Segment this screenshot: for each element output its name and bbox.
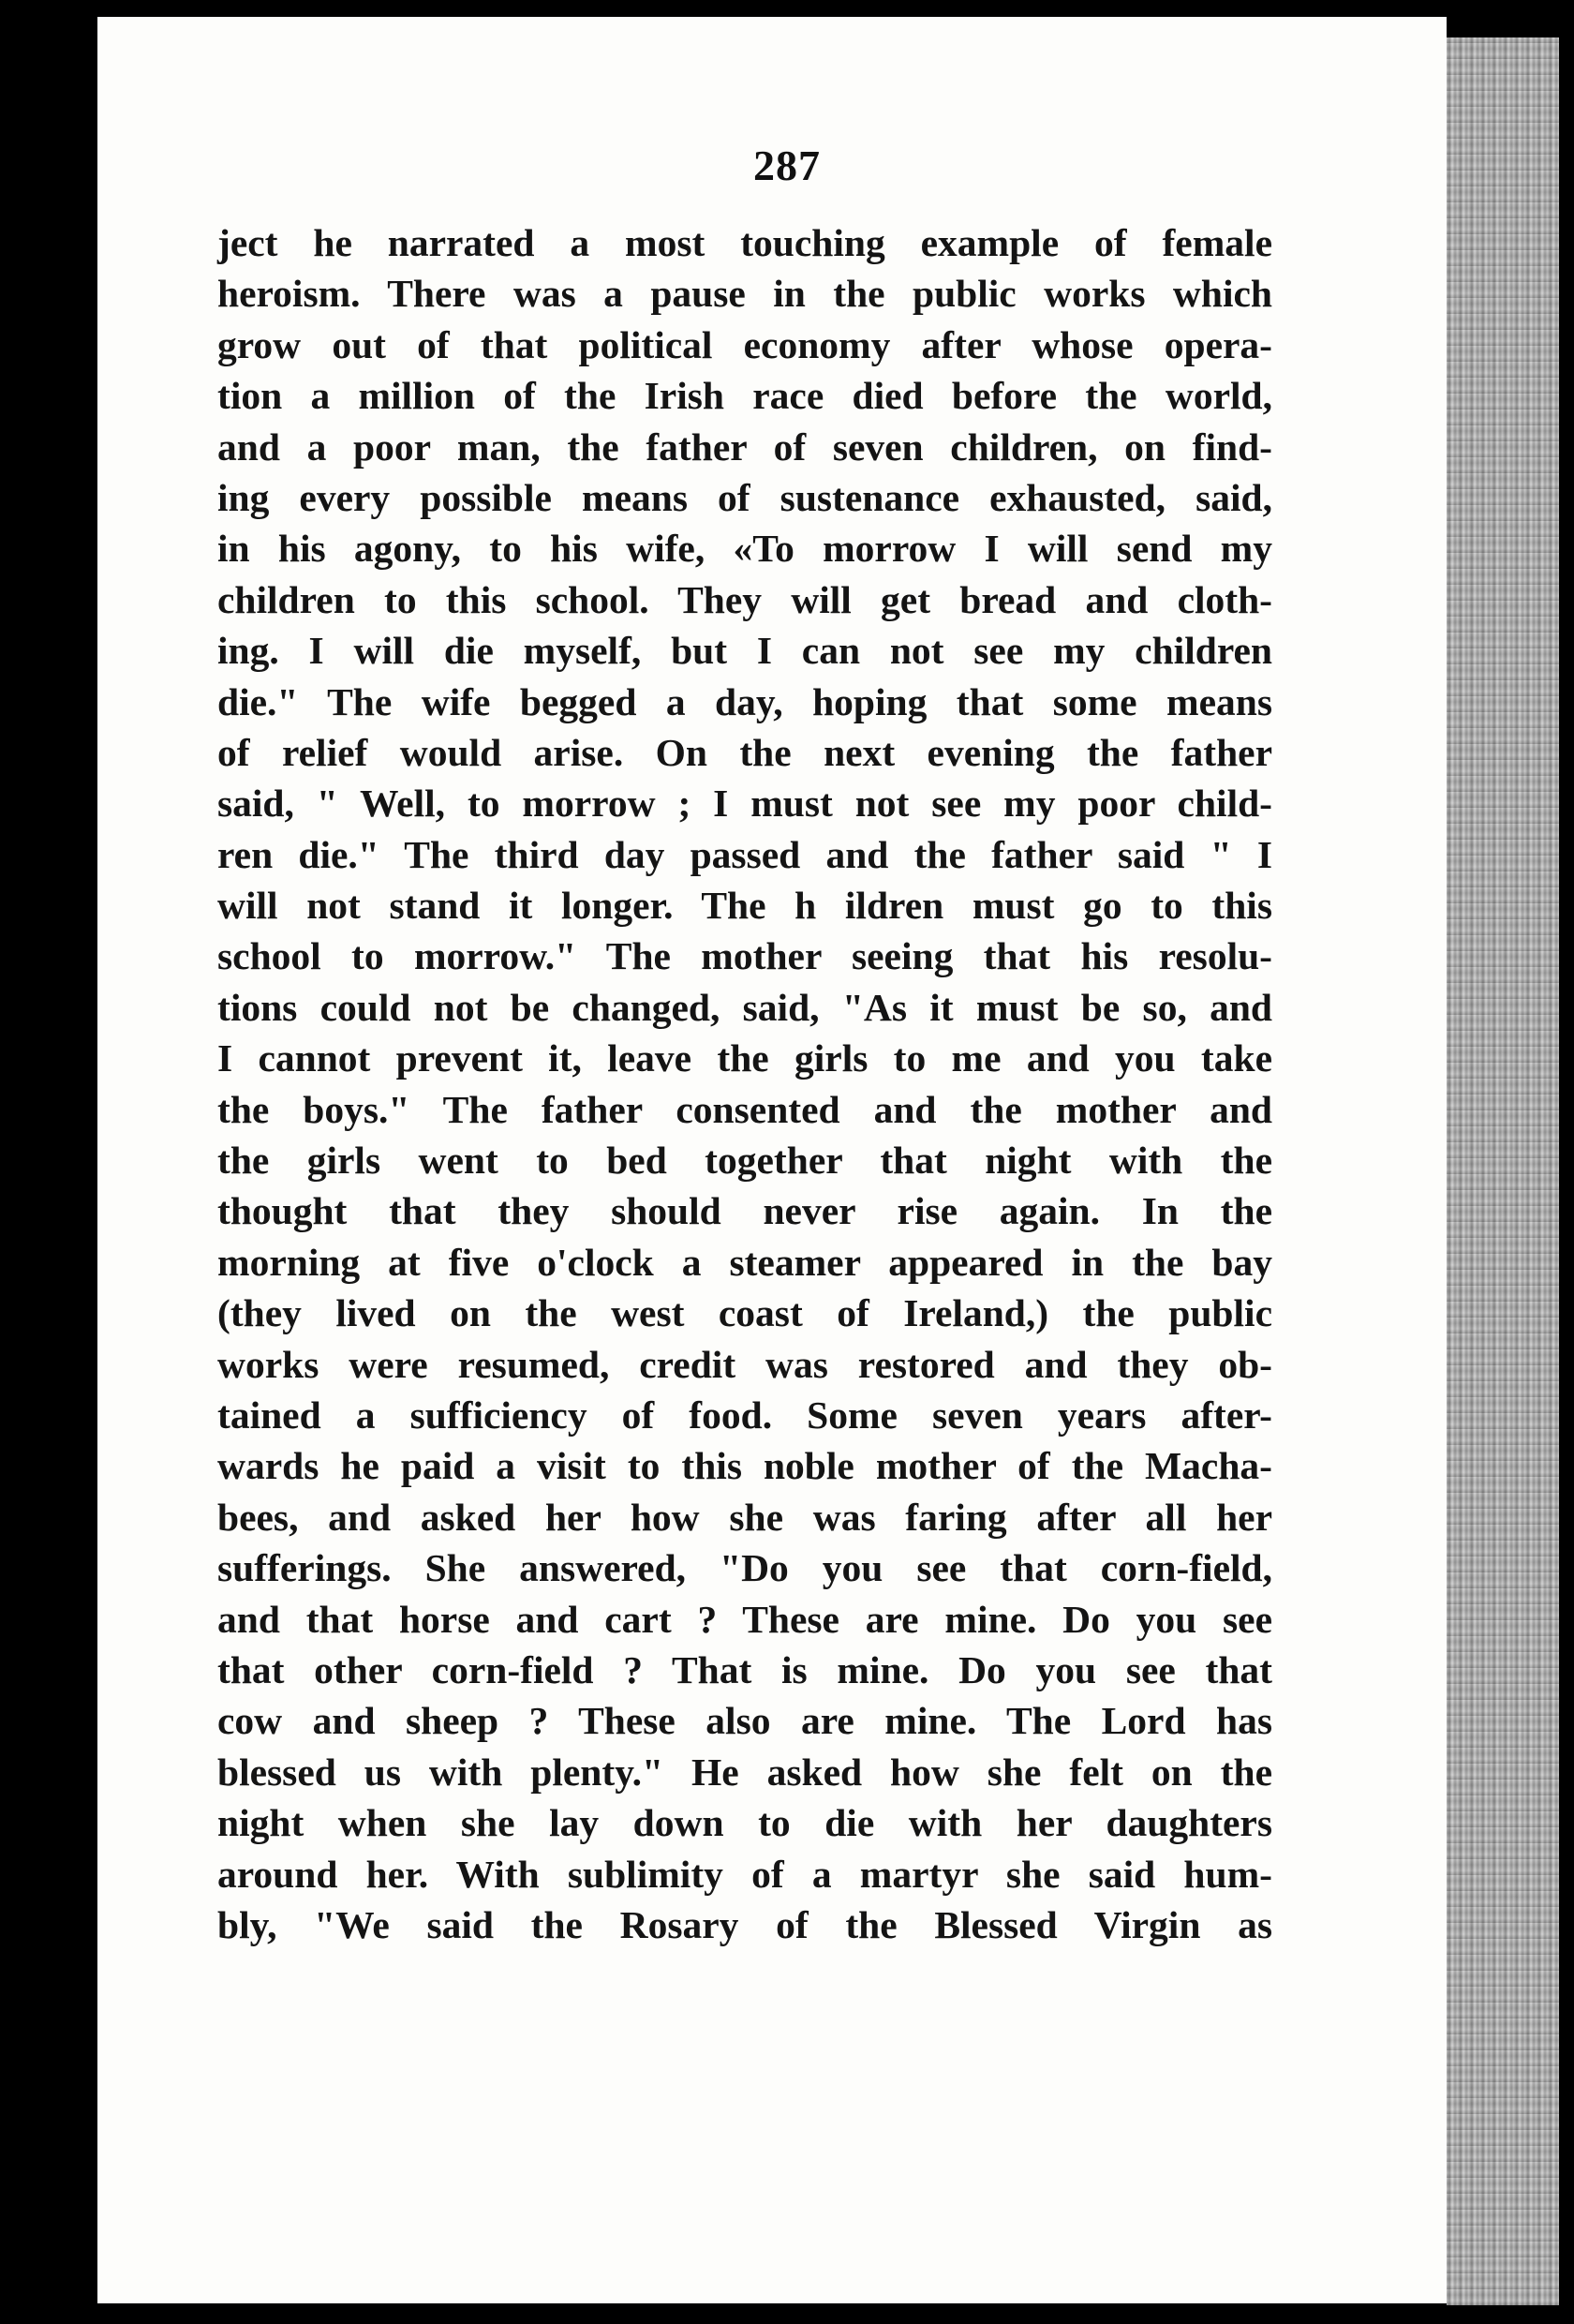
text-line: I cannot prevent it, leave the girls to me and you take [217, 1036, 1272, 1080]
book-fore-edge [1447, 37, 1559, 2305]
text-line: of relief would arise. On the next evening the father [217, 730, 1272, 774]
text-line: heroism. There was a pause in the public works which [217, 272, 1272, 316]
text-line: that other corn-field ? That is mine. Do you see that [217, 1647, 1272, 1691]
text-line: sufferings. She answered, "Do you see that corn-field, [217, 1546, 1272, 1590]
text-line: ren die." The third day passed and the father said " I [217, 832, 1272, 876]
text-line: in his agony, to his wife, «To morrow I will send my [217, 527, 1272, 571]
scan-border [1559, 0, 1574, 2324]
text-line: said, " Well, to morrow ; I must not see my poor child- [217, 782, 1272, 826]
text-line: bly, "We said the Rosary of the Blessed Virgin as [217, 1902, 1272, 1946]
binding-shadow [0, 0, 97, 2324]
text-line: morning at five o'clock a steamer appeared in the bay [217, 1240, 1272, 1284]
text-line: the boys." The father consented and the mother and [217, 1087, 1272, 1131]
text-line: school to morrow." The mother seeing that his resolu- [217, 934, 1272, 978]
text-line: and a poor man, the father of seven children, on find- [217, 425, 1272, 469]
text-line: blessed us with plenty." He asked how she felt on the [217, 1750, 1272, 1794]
text-line: will not stand it longer. The h ildren must go to this [217, 884, 1272, 928]
text-line: cow and sheep ? These also are mine. The Lord has [217, 1699, 1272, 1743]
body-text [217, 217, 1272, 1950]
text-line: wards he paid a visit to this noble mother of the Macha- [217, 1444, 1272, 1488]
text-line: tion a million of the Irish race died before the world, [217, 374, 1272, 418]
text-line: tained a sufficiency of food. Some seven years after- [217, 1393, 1272, 1437]
text-line: the girls went to bed together that night with the [217, 1139, 1272, 1183]
text-line: children to this school. They will get bread and cloth- [217, 577, 1272, 621]
text-line: around her. With sublimity of a martyr she said hum- [217, 1852, 1272, 1896]
text-line: tions could not be changed, said, "As it must be so, and [217, 985, 1272, 1029]
page-number: 287 [753, 142, 821, 189]
text-line: and that horse and cart ? These are mine. Do you see [217, 1597, 1272, 1641]
text-line: die." The wife begged a day, hoping that some means [217, 679, 1272, 723]
text-line: thought that they should never rise again. In the [217, 1189, 1272, 1233]
text-line: night when she lay down to die with her daughters [217, 1801, 1272, 1845]
text-line: (they lived on the west coast of Ireland,) the public [217, 1291, 1272, 1335]
text-line: ing. I will die myself, but I can not see my children [217, 629, 1272, 673]
text-line: ject he narrated a most touching example of female [217, 221, 1272, 264]
text-line: works were resumed, credit was restored and they ob- [217, 1342, 1272, 1386]
text-line: bees, and asked her how she was faring after all her [217, 1495, 1272, 1539]
text-line: ing every possible means of sustenance exhausted, said, [217, 475, 1272, 519]
text-line: grow out of that political economy after whose opera- [217, 322, 1272, 366]
